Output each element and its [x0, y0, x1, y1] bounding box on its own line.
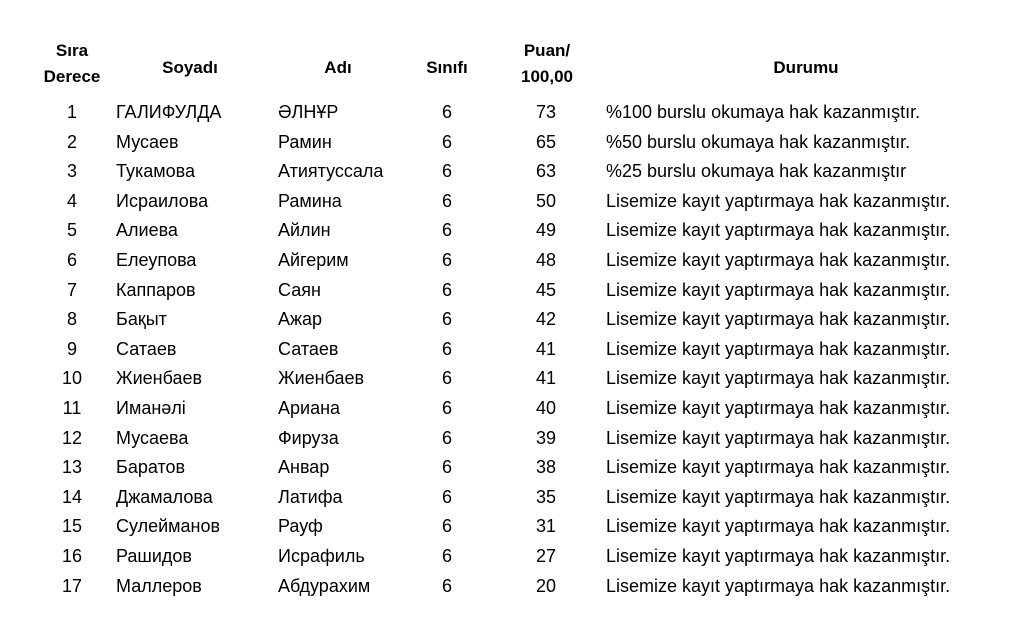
cell-score: 42 [535, 309, 557, 330]
cell-class: 6 [441, 190, 452, 211]
cell-status: %50 burslu okumaya hak kazanmıştır. [606, 131, 911, 152]
cell-rank: 10 [61, 368, 83, 389]
cell-name: Рауф [278, 516, 323, 537]
cell-score: 35 [535, 486, 557, 507]
cell-score: 49 [535, 220, 557, 241]
cell-surname: Мусаев [116, 131, 179, 152]
cell-surname: Баратов [116, 457, 186, 478]
cell-rank: 4 [66, 190, 77, 211]
table-row [0, 305, 1024, 335]
cell-score: 45 [535, 279, 557, 300]
table-row [0, 572, 1024, 602]
cell-score: 41 [535, 368, 557, 389]
table-body [0, 98, 1024, 601]
header-rank-line2: Derece [43, 67, 101, 86]
cell-surname: Исраилова [116, 190, 209, 211]
cell-surname: Жиенбаев [116, 368, 203, 389]
cell-rank: 14 [61, 486, 83, 507]
table-row [0, 335, 1024, 365]
table-row [0, 276, 1024, 306]
cell-rank: 6 [66, 249, 77, 270]
cell-surname: Сулейманов [116, 516, 221, 537]
cell-score: 65 [535, 131, 557, 152]
header-rank [38, 38, 106, 90]
cell-score: 27 [535, 545, 557, 566]
cell-status: Lisemize kayıt yaptırmaya hak kazanmıştır. [606, 427, 951, 448]
table-row [0, 542, 1024, 572]
cell-class: 6 [441, 220, 452, 241]
cell-status: Lisemize kayıt yaptırmaya hak kazanmıştır. [606, 516, 951, 537]
cell-name: Айлин [278, 220, 331, 241]
cell-rank: 3 [66, 161, 77, 182]
cell-surname: Мусаева [116, 427, 189, 448]
cell-status: Lisemize kayıt yaptırmaya hak kazanmıştır. [606, 397, 951, 418]
table-row [0, 364, 1024, 394]
cell-surname: Иманәлі [116, 397, 186, 418]
cell-name: Рамина [278, 190, 342, 211]
table-row [0, 157, 1024, 187]
cell-name: Фируза [278, 427, 339, 448]
table-row [0, 187, 1024, 217]
cell-class: 6 [441, 279, 452, 300]
cell-class: 6 [441, 575, 452, 596]
cell-class: 6 [441, 516, 452, 537]
table-row [0, 98, 1024, 128]
cell-score: 41 [535, 338, 557, 359]
table-row [0, 394, 1024, 424]
cell-class: 6 [441, 102, 452, 122]
cell-surname: Рашидов [116, 545, 192, 566]
cell-rank: 15 [61, 516, 83, 537]
cell-name: Исрафиль [278, 545, 365, 566]
cell-name: Абдурахим [278, 575, 371, 596]
header-status: Durumu [773, 58, 839, 77]
cell-status: Lisemize kayıt yaptırmaya hak kazanmıştır. [606, 190, 951, 211]
cell-rank: 13 [61, 457, 83, 478]
cell-class: 6 [441, 545, 452, 566]
cell-name: Анвар [278, 457, 330, 478]
cell-name: Саян [278, 279, 321, 300]
cell-class: 6 [441, 457, 452, 478]
header-class: Sınıfı [426, 58, 468, 77]
cell-class: 6 [441, 161, 452, 182]
cell-name: Ариана [278, 397, 341, 418]
cell-surname: Каппаров [116, 279, 196, 300]
header-rank-line1: Sıra [55, 41, 89, 60]
cell-surname: Маллеров [116, 575, 202, 596]
cell-score: 63 [535, 161, 557, 182]
cell-class: 6 [441, 397, 452, 418]
cell-status: Lisemize kayıt yaptırmaya hak kazanmıştır. [606, 338, 951, 359]
cell-score: 38 [535, 457, 557, 478]
cell-rank: 12 [61, 427, 83, 448]
cell-score: 73 [535, 102, 557, 122]
cell-rank: 11 [62, 397, 82, 418]
cell-class: 6 [441, 486, 452, 507]
cell-surname: ГАЛИФУЛДА [116, 102, 222, 122]
cell-class: 6 [441, 249, 452, 270]
cell-class: 6 [441, 338, 452, 359]
header-score-line2: 100,00 [521, 67, 573, 86]
table-row [0, 246, 1024, 276]
cell-rank: 8 [66, 309, 77, 330]
table-row [0, 512, 1024, 542]
header-score-line1: Puan/ [523, 41, 571, 60]
cell-score: 31 [535, 516, 557, 537]
cell-status: %100 burslu okumaya hak kazanmıştır. [606, 102, 921, 122]
cell-rank: 9 [66, 338, 77, 359]
cell-score: 40 [535, 397, 557, 418]
cell-status: Lisemize kayıt yaptırmaya hak kazanmıştır. [606, 368, 951, 389]
cell-surname: Алиева [116, 220, 178, 241]
cell-status: Lisemize kayıt yaptırmaya hak kazanmıştır. [606, 220, 951, 241]
cell-status: Lisemize kayıt yaptırmaya hak kazanmıştır. [606, 545, 951, 566]
cell-name: Атиятуссала [278, 161, 384, 182]
cell-score: 48 [535, 249, 557, 270]
cell-name: Жиенбаев [278, 368, 365, 389]
cell-rank: 2 [66, 131, 77, 152]
cell-status: %25 burslu okumaya hak kazanmıştır [606, 161, 907, 182]
cell-surname: Джамалова [116, 486, 213, 507]
header-surname: Soyadı [162, 58, 218, 77]
cell-status: Lisemize kayıt yaptırmaya hak kazanmıştır. [606, 249, 951, 270]
cell-rank: 5 [66, 220, 77, 241]
table-header [0, 38, 1024, 98]
cell-status: Lisemize kayıt yaptırmaya hak kazanmıştır. [606, 309, 951, 330]
table-row [0, 483, 1024, 513]
cell-status: Lisemize kayıt yaptırmaya hak kazanmıştır. [606, 457, 951, 478]
cell-status: Lisemize kayıt yaptırmaya hak kazanmıştır. [606, 575, 951, 596]
table-row [0, 424, 1024, 454]
cell-name: ӘЛНҰР [278, 102, 339, 122]
cell-name: Ажар [278, 309, 323, 330]
cell-surname: Бақыт [116, 309, 167, 330]
header-score [506, 38, 588, 90]
cell-score: 50 [535, 190, 557, 211]
cell-score: 39 [535, 427, 557, 448]
cell-name: Рамин [278, 131, 332, 152]
cell-class: 6 [441, 309, 452, 330]
cell-rank: 16 [61, 545, 83, 566]
table-row [0, 216, 1024, 246]
table-row [0, 128, 1024, 158]
cell-surname: Сатаев [116, 338, 177, 359]
cell-rank: 1 [66, 102, 77, 122]
cell-name: Латифа [278, 486, 343, 507]
cell-class: 6 [441, 427, 452, 448]
cell-class: 6 [441, 131, 452, 152]
cell-status: Lisemize kayıt yaptırmaya hak kazanmıştır. [606, 486, 951, 507]
cell-rank: 17 [61, 575, 83, 596]
cell-surname: Тукамова [116, 161, 196, 182]
cell-name: Айгерим [278, 249, 349, 270]
cell-status: Lisemize kayıt yaptırmaya hak kazanmıştır. [606, 279, 951, 300]
header-name: Adı [324, 58, 352, 77]
table-row [0, 453, 1024, 483]
cell-score: 20 [535, 575, 557, 596]
cell-surname: Елеупова [116, 249, 197, 270]
cell-rank: 7 [66, 279, 77, 300]
cell-class: 6 [441, 368, 452, 389]
cell-name: Сатаев [278, 338, 339, 359]
